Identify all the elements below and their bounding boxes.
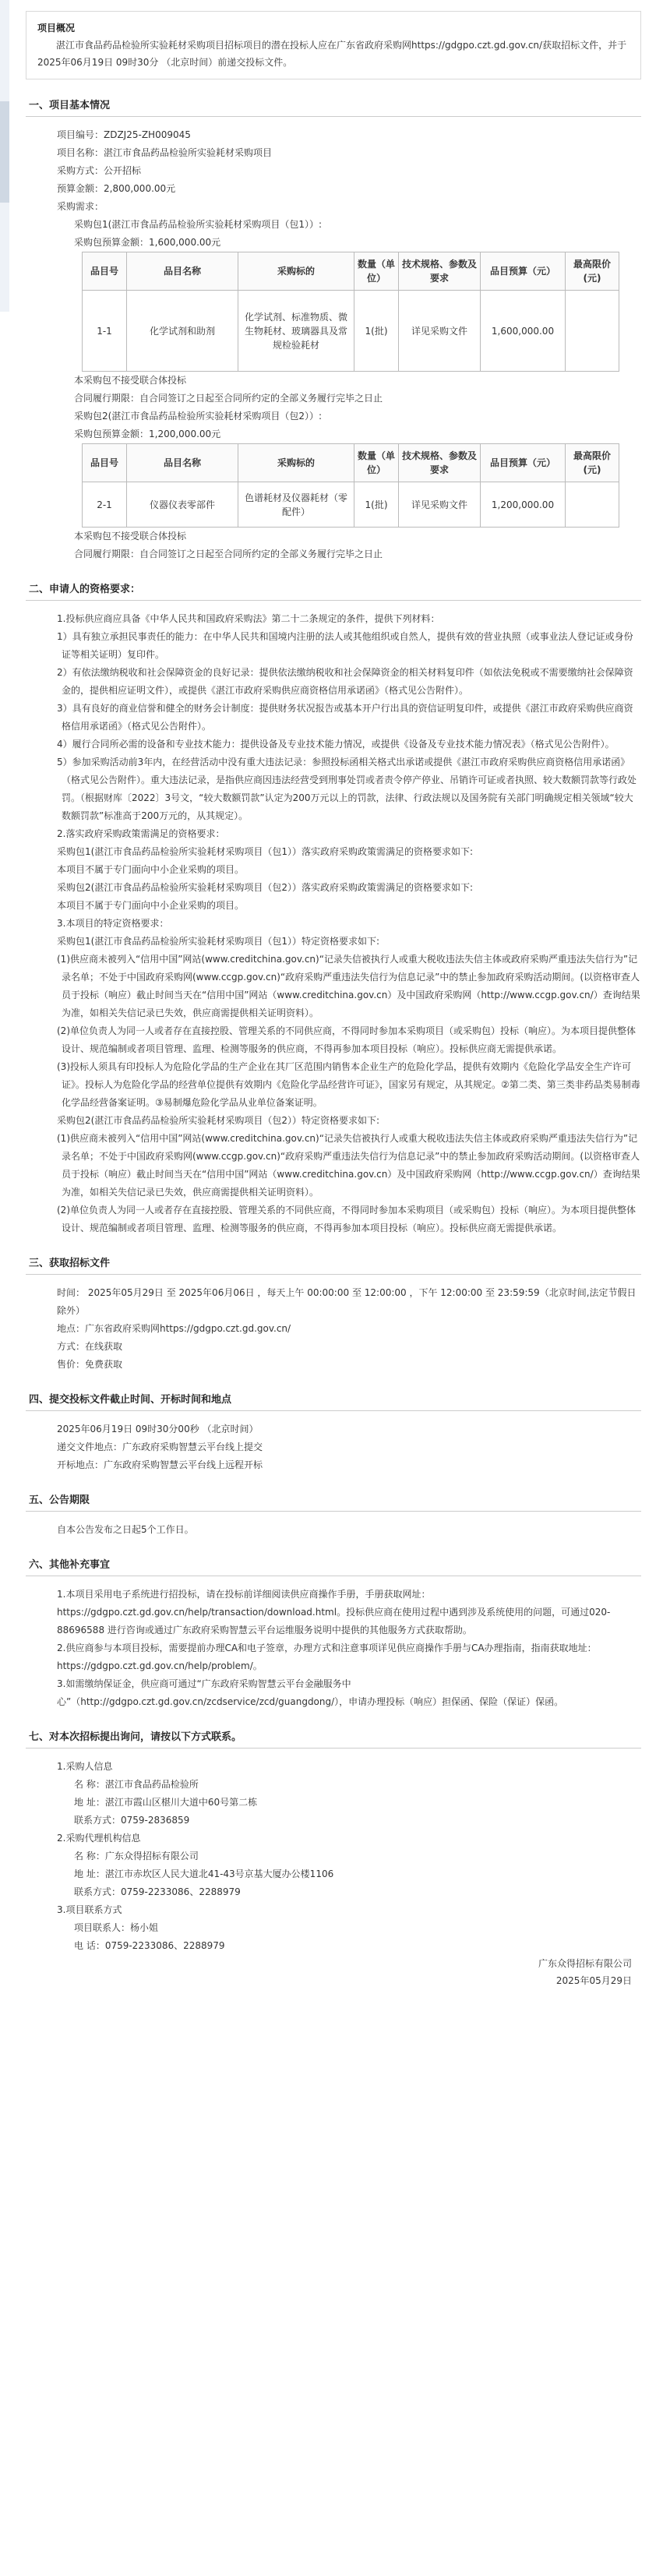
- section-title: 六、其他补充事宜: [26, 1551, 641, 1576]
- package2-name: 采购包2(湛江市食品药品检验所实验耗材采购项目（包2））:: [74, 411, 322, 422]
- package1-budget: 采购包预算金额：1,600,000.00元: [74, 237, 221, 248]
- contact-phone: 电 话：0759-2233086、2288979: [74, 1940, 225, 1951]
- left-sidebar-strip: [0, 0, 9, 312]
- qualification-item: (1)供应商未被列入“信用中国”网站(www.creditchina.gov.cn)“记录失信被执行人或重大税收违法失信主体或政府采购严重违法失信行为”记录名单；不处于中国政府采购网(www.ccgp.gov.cn)“政府采购严重违法失信行为信息记录”中的禁止参加政府采购活动期间。(以资格审查人员于投标（响应）截止时间当天在“信用中国”网站（www.creditchina.gov.cn）及中国政府采购网（http://www.ccgp.gov.cn/）查询结果为准，如相关失信记录已失效，供应商需提供相关证明资料）。: [57, 1133, 640, 1198]
- agency-name: 名 称：广东众得招标有限公司: [74, 1851, 199, 1861]
- section-title: 三、获取招标文件: [26, 1250, 641, 1275]
- qualification-item: 采购包2(湛江市食品药品检验所实验耗材采购项目（包2））特定资格要求如下:: [57, 1115, 379, 1126]
- purchaser-name: 名 称：湛江市食品药品检验所: [74, 1779, 199, 1790]
- section-title: 四、提交投标文件截止时间、开标时间和地点: [26, 1386, 641, 1411]
- agency-phone: 联系方式：0759-2233086、2288979: [74, 1886, 241, 1897]
- section-title: 一、项目基本情况: [26, 92, 641, 117]
- qualification-item: (2)单位负责人为同一人或者存在直接控股、管理关系的不同供应商，不得同时参加本采购项目（或采购包）投标（响应）。为本项目提供整体设计、规范编制或者项目管理、监理、检测等服务的供应商，不得再参加本项目投标（响应）。投标供应商无需提供承诺。: [57, 1025, 637, 1054]
- announcement: [26, 11, 641, 1989]
- project-name: 项目名称：湛江市食品药品检验所实验耗材采购项目: [57, 147, 273, 158]
- sidebar-scroll-tab[interactable]: [0, 101, 9, 203]
- qualification-item: 采购包2(湛江市食品药品检验所实验耗材采购项目（包2））落实政府采购政策需满足的资格要求如下:: [57, 882, 473, 893]
- package2-table: 品目号 品目名称 采购标的 数量（单位） 技术规格、参数及要求 品目预算（元） 最高限价(元) 2-1 仪器仪表零部件 色谱耗材及仪器耗材（零配件） 1(批) 详见采购文件 1,200,000.00: [82, 443, 619, 528]
- section-title: 五、公告期限: [26, 1487, 641, 1512]
- section-get-documents: 三、获取招标文件 时间： 2025年05月29日 至 2025年06月06日 ，每天上午 00:00:00 至 12:00:00 ，下午 12:00:00 至 23:59:59（北京时间,法定节假日除外） 地点：广东省政府采购网https://gdgpo.czt.gd.gov.cn/ 方式：在线获取 售价：免费获取: [26, 1250, 641, 1374]
- section-title: 二、申请人的资格要求：: [26, 576, 641, 601]
- section-other: 六、其他补充事宜 1.本项目采用电子系统进行招投标，请在投标前详细阅读供应商操作手册，手册获取网址：https://gdgpo.czt.gd.gov.cn/help/transaction/download.html。投标供应商在使用过程中遇到涉及系统使用的问题，可通过020-88696588 进行咨询或通过广东政府采购智慧云平台运维服务说明中提供的其他服务方式获取帮助。 2.供应商参与本项目投标，需要提前办理CA和电子签章，办理方式和注意事项详见供应商操作手册与CA办理指南，指南获取地址：https://gdgpo.czt.gd.gov.cn/help/problem/。 3.如需缴纳保证金，供应商可通过“广东政府采购智慧云平台金融服务中心”（http://gdgpo.czt.gd.gov.cn/zcdservice/zcd/guangdong/），申请办理投标（响应）担保函、保险（保证）保函。: [26, 1551, 641, 1711]
- section-deadline: 四、提交投标文件截止时间、开标时间和地点 2025年06月19日 09时30分00秒 （北京时间） 递交文件地点：广东政府采购智慧云平台线上提交 开标地点：广东政府采购智慧云平台线上远程开标: [26, 1386, 641, 1474]
- section-contacts: 七、对本次招标提出询问，请按以下方式联系。 1.采购人信息 名 称：湛江市食品药品检验所 地 址：湛江市霞山区椹川大道中60号第二栋 联系方式：0759-2836859 2.采购代理机构信息 名 称：广东众得招标有限公司 地 址：湛江市赤坎区人民大道北41-43号京基大厦办公楼1106 联系方式：0759-2233086、2288979 3.项目联系方式 项目联系人：杨小姐 电 话：0759-2233086、2288979: [26, 1724, 641, 1955]
- qualification-item: 3）具有良好的商业信誉和健全的财务会计制度：提供财务状况报告或基本开户行出具的资信证明复印件，或提供《湛江市政府采购供应商资格信用承诺函》（格式见公告附件）。: [57, 703, 633, 732]
- qualification-item: 2.落实政府采购政策需满足的资格要求：: [57, 828, 225, 839]
- table-row: 2-1 仪器仪表零部件 色谱耗材及仪器耗材（零配件） 1(批) 详见采购文件 1,200,000.00: [83, 482, 619, 528]
- qualification-item: (1)供应商未被列入“信用中国”网站(www.creditchina.gov.cn)“记录失信被执行人或重大税收违法失信主体或政府采购严重违法失信行为”记录名单；不处于中国政府采购网(www.ccgp.gov.cn)“政府采购严重违法失信行为信息记录”中的禁止参加政府采购活动期间。(以资格审查人员于投标（响应）截止时间当天在“信用中国”网站（www.creditchina.gov.cn）及中国政府采购网（http://www.ccgp.gov.cn/）查询结果为准，如相关失信记录已失效，供应商需提供相关证明资料）。: [57, 954, 640, 1018]
- qualification-item: 2）有依法缴纳税收和社会保障资金的良好记录：提供依法缴纳税收和社会保障资金的相关材料复印件（如依法免税或不需要缴纳社会保障资金的，提供相应证明文件），或提供《湛江市政府采购供应商资格信用承诺函》（格式见公告附件）。: [57, 667, 633, 696]
- qualification-item: 1）具有独立承担民事责任的能力：在中华人民共和国境内注册的法人或其他组织或自然人，提供有效的营业执照（或事业法人登记证或身份证等相关证明）复印件。: [57, 631, 633, 660]
- section-period: 五、公告期限 自本公告发布之日起5个工作日。: [26, 1487, 641, 1539]
- section-title: 七、对本次招标提出询问，请按以下方式联系。: [26, 1724, 641, 1749]
- package1-table: 品目号 品目名称 采购标的 数量（单位） 技术规格、参数及要求 品目预算（元） 最高限价(元) 1-1 化学试剂和助剂 化学试剂、标准物质、微生物耗材、玻璃器具及常规检验耗材 1(批) 详见采购文件 1,600,000.00: [82, 252, 619, 372]
- qualification-item: 3.本项目的特定资格要求：: [57, 918, 169, 929]
- signature-date: 2025年05月29日: [555, 1975, 632, 1986]
- project-number: 项目编号：ZDZJ25-ZH009045: [57, 129, 191, 140]
- agency-address: 地 址：湛江市赤坎区人民大道北41-43号京基大厦办公楼1106: [74, 1868, 334, 1879]
- signature-org: 广东众得招标有限公司: [538, 1958, 632, 1969]
- contact-person: 项目联系人：杨小姐: [74, 1922, 159, 1933]
- qualification-item: 1.投标供应商应具备《中华人民共和国政府采购法》第二十二条规定的条件，提供下列材料：: [57, 613, 440, 624]
- table-row: 1-1 化学试剂和助剂 化学试剂、标准物质、微生物耗材、玻璃器具及常规检验耗材 1(批) 详见采购文件 1,600,000.00: [83, 291, 619, 372]
- purchaser-phone: 联系方式：0759-2836859: [74, 1815, 190, 1826]
- qualification-item: 5）参加采购活动前3年内，在经营活动中没有重大违法记录：参照投标函相关格式出承诺或提供《湛江市政府采购供应商资格信用承诺函》（格式见公告附件）。重大违法记录，是指供应商因违法经营受到刑事处罚或者责令停产停业、吊销许可证或者执照、较大数额罚款等行政处罚。（根据财库〔2022〕3号文，“较大数额罚款”认定为200万元以上的罚款，法律、行政法规以及国务院有关部门明确规定相关领域“较大数额罚款”标准高于200万元的，从其规定）。: [57, 757, 637, 821]
- section-basic-info: 一、项目基本情况 项目编号：ZDZJ25-ZH009045 项目名称：湛江市食品药品检验所实验耗材采购项目 采购方式：公开招标 预算金额：2,800,000.00元 采购需求： 采购包1(湛江市食品药品检验所实验耗材采购项目（包1））: 采购包预算金额：1,600,000.00元 品目号 品目名称 采购标的 数量（单位） 技术规格、参数及要求 品目预算（元） 最高限价(元) 1-1 化学试剂和助剂 化学试剂、标准物质、微生物耗材、玻璃器具及常规检验耗材 1(批) 详见采购文件 1,600,000.00 本采购包不接受联合体投标 合同履行期限：自合同签订之日起至合同所约定的全部义务履行完毕之日止 采购包2(湛江市食品药品检验所实验耗材采购项目（包2））: 采购包预算金额：1,200,000.00元 品目号 品目名称 采购标的 数量（单位） 技术规格、参数及要求 品目预算（元） 最高限价(元) 2-1 仪器仪表零部件 色谱耗材及仪器耗材（零配件） 1(批) 详见采购文件 1,200,000.00 本采购包不接受联合体投标 合同履行期限：自合同签订之日起至合同所约定的全部义务履行完毕之日止: [26, 92, 641, 563]
- qualification-item: (3)投标人须具有印投标人为危险化学品的生产企业在其厂区范围内销售本企业生产的危险化学品，提供有效期内《危险化学品安全生产许可证》。投标人为危险化学品的经营单位提供有效期内《危险化学品经营许可证》，国家另有规定，从其规定。②第二类、第三类非药品类易制毒化学品经营备案证明。③易制爆危险化学品从业单位备案证明。: [57, 1061, 640, 1108]
- qualification-item: (2)单位负责人为同一人或者存在直接控股、管理关系的不同供应商，不得同时参加本采购项目（或采购包）投标（响应）。为本项目提供整体设计、规范编制或者项目管理、监理、检测等服务的供应商，不得再参加本项目投标（响应）。投标供应商无需提供承诺。: [57, 1205, 637, 1233]
- purchaser-address: 地 址：湛江市霞山区椹川大道中60号第二栋: [74, 1797, 258, 1808]
- qualification-item: 4）履行合同所必需的设备和专业技术能力：提供设备及专业技术能力情况，或提供《设备及专业技术能力情况表》（格式见公告附件）。: [57, 739, 615, 750]
- qualification-item: 本项目不属于专门面向中小企业采购的项目。: [57, 900, 245, 911]
- qualification-item: 本项目不属于专门面向中小企业采购的项目。: [57, 864, 245, 875]
- qualification-item: 采购包1(湛江市食品药品检验所实验耗材采购项目（包1））落实政府采购政策需满足的资格要求如下:: [57, 846, 473, 857]
- overview-text: 湛江市食品药品检验所实验耗材采购项目招标项目的潜在投标人应在广东省政府采购网https://gdgpo.czt.gd.gov.cn/获取招标文件，并于 2025年06月19日 09时30分 （北京时间）前递交投标文件。: [37, 40, 627, 68]
- overview-box: [26, 11, 641, 79]
- package2-budget: 采购包预算金额：1,200,000.00元: [74, 429, 221, 439]
- overview-title: 项目概况: [37, 23, 76, 34]
- requirements-label: 采购需求：: [57, 201, 104, 212]
- procurement-method: 采购方式：公开招标: [57, 165, 142, 176]
- budget: 预算金额：2,800,000.00元: [57, 183, 176, 194]
- package1-name: 采购包1(湛江市食品药品检验所实验耗材采购项目（包1））:: [74, 219, 322, 230]
- section-qualifications: [26, 576, 641, 1237]
- qualification-item: 采购包1(湛江市食品药品检验所实验耗材采购项目（包1））特定资格要求如下:: [57, 936, 379, 947]
